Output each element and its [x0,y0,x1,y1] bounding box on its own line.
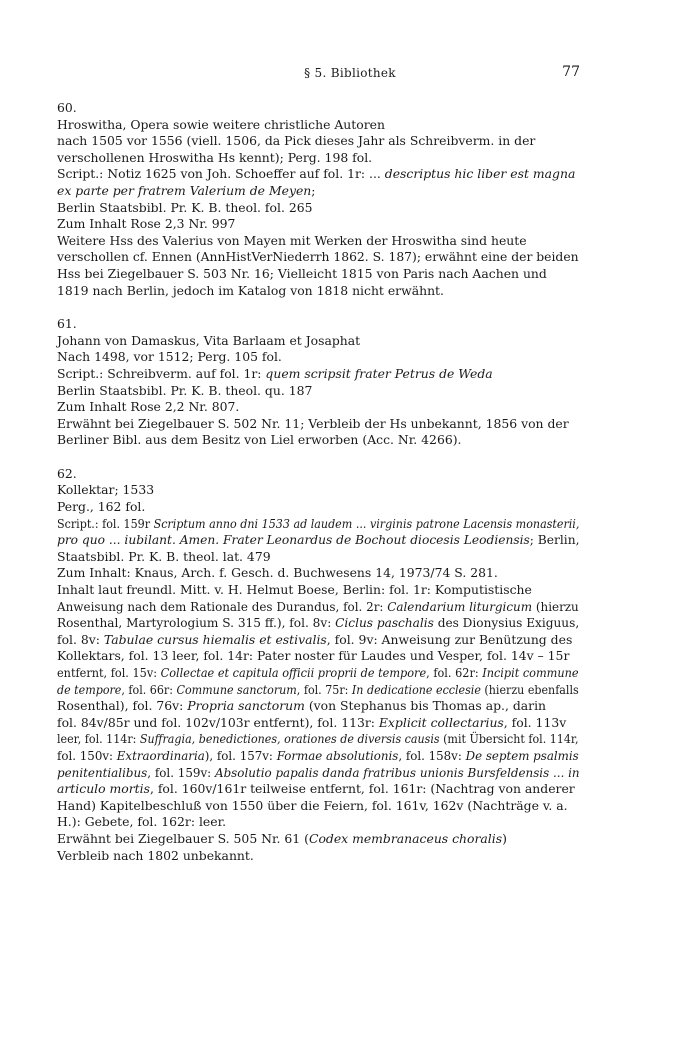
entry-line [57,549,579,566]
italic-text: de tempore [57,681,122,697]
entry-line [57,166,579,183]
entry-line [57,482,579,499]
entry-line [57,150,579,167]
entry-line [57,648,579,665]
text-segment: Zum Inhalt Rose 2,3 Nr. 997 [57,216,236,232]
entry-line [57,731,579,748]
italic-text: quem scripsit frater Petrus de Weda [265,365,493,381]
entry-line [57,366,579,383]
italic-text: Formae absolutionis [276,747,399,763]
text-segment: Script.: Notiz 1625 von Joh. Schoeffer auf fol. 1r: ... [57,166,385,182]
entry-line [57,582,579,599]
text-segment: Staatsbibl. Pr. K. B. theol. lat. 479 [57,548,271,564]
text-segment: Script.: fol. 159r [57,515,154,531]
italic-text: Codex membranaceus choralis [308,830,503,846]
italic-text: pro quo ... iubilant. Amen. Frater Leonardus de Bochout diocesis Leodiensis [57,532,530,548]
text-segment: Erwähnt bei Ziegelbauer S. 502 Nr. 11; Verbleib der Hs unbekannt, 1856 von der [57,415,569,431]
running-header [0,64,700,84]
text-segment: Berliner Bibl. aus dem Besitz von Liel erworben (Acc. Nr. 4266). [57,432,462,448]
text-segment: Kollektars, fol. 13 leer, fol. 14r: Pater noster für Laudes und Vesper, fol. 14v – 15r [57,648,570,664]
entry-line [57,399,579,416]
text-segment: verschollenen Hroswitha Hs kennt); Perg. 198 fol. [57,149,373,165]
italic-text: descriptus hic liber est magna [384,166,576,182]
entry-line [57,848,579,865]
entry-line [57,233,579,250]
text-segment: Perg., 162 fol. [57,499,146,515]
entry-line [57,532,580,549]
text-segment: (hierzu [532,598,579,614]
entry-line [57,499,579,516]
italic-text: Collectae et capitula officii proprii de tempore [160,665,427,680]
catalog-entry [57,466,579,864]
entry-number: 60. [57,100,77,115]
text-segment: Zum Inhalt: Knaus, Arch. f. Gesch. d. Buchwesens 14, 1973/74 S. 281. [57,565,498,581]
text-segment: fol. 8v: [57,631,104,647]
text-segment: ; [311,182,316,198]
text-segment: entfernt, fol. 15v: [57,665,161,680]
entry-line [57,515,580,533]
text-segment: , fol. 113v [503,714,567,730]
entry-line [57,598,579,616]
italic-text: Absolutio papalis danda fratribus unionis Bursfeldensis ... in [214,764,580,780]
text-segment: Berlin Staatsbibl. Pr. K. B. theol. qu. 187 [57,382,313,398]
text-segment: fol. 84v/85r und fol. 102v/103r entfernt), fol. 113r: [57,714,379,730]
entry-line [57,117,579,134]
entry-line [57,283,579,300]
page-number: 77 [562,64,580,80]
italic-text: Scriptum anno dni 1533 ad laudem ... virginis patrone Lacensis monasterii, [153,515,580,531]
entry-line [57,698,579,715]
text-segment: , fol. 9v: Anweisung zur Benützung des [326,631,573,647]
text-segment: , fol. 66r: [121,681,177,697]
text-segment: , fol. 62r: [426,665,483,680]
entry-line [57,764,580,782]
italic-text: Calendarium liturgicum [387,598,533,614]
entry-line [57,333,579,350]
entry-line [57,565,579,582]
text-segment: Kollektar; 1533 [57,482,155,498]
entry-line [57,798,579,815]
text-segment: , fol. 158v: [398,747,466,763]
entry-line [57,216,579,233]
text-segment: Rosenthal, Martyrologium S. 315 ff.), fol. 8v: [57,615,336,631]
entry-number: 62. [57,465,77,481]
catalog-entries [57,100,579,881]
italic-text: Tabulae cursus hiemalis et estivalis [103,631,327,647]
text-segment: ), fol. 157v: [204,747,277,763]
italic-text: Ciclus paschalis [335,615,434,631]
text-segment: (von Stephanus bis Thomas ap., darin [304,698,547,714]
text-segment: H.): Gebete, fol. 162r: leer. [57,814,227,830]
entry-line [57,681,579,699]
entry-line [57,814,579,831]
entry-line [57,133,579,150]
italic-text: Propria sanctorum [187,698,305,714]
italic-text: In dedicatione ecclesie [351,681,481,697]
italic-text: ex parte per fratrem Valerium de Meyen [57,182,312,198]
text-segment: (mit Übersicht fol. 114r, [439,731,579,747]
text-segment: verschollen cf. Ennen (AnnHistVerNiederrh 1862. S. 187); erwähnt eine der beiden [57,249,579,265]
entry-line [57,383,579,400]
text-segment: ) [502,830,507,846]
text-segment: , fol. 75r: [296,681,352,697]
text-segment: Hand) Kapitelbeschluß von 1550 über die Feiern, fol. 161v, 162v (Nachträge v. a. [57,797,568,813]
text-segment: Hroswitha, Opera sowie weitere christliche Autoren [57,116,385,132]
text-segment: Verbleib nach 1802 unbekannt. [57,847,254,863]
italic-text: articulo mortis [57,781,150,797]
text-segment: Weitere Hss des Valerius von Mayen mit Werken der Hroswitha sind heute [57,232,527,248]
entry-line [57,349,579,366]
text-segment: Script.: Schreibverm. auf fol. 1r: [57,365,266,381]
italic-text: De septem psalmis [465,747,579,763]
catalog-entry [57,316,579,449]
entry-line [57,615,580,632]
entry-line [57,747,579,765]
italic-text: Extraordinaria [116,747,205,763]
entry-number: 61. [57,316,77,332]
text-segment: (hierzu ebenfalls [480,681,579,697]
entry-line [57,831,579,848]
text-segment: leer, fol. 114r: [57,731,140,747]
entry-line [57,200,579,217]
entry-line [57,249,577,266]
text-segment: Johann von Damaskus, Vita Barlaam et Josaphat [57,332,361,348]
entry-line [57,416,579,433]
italic-text: Explicit collectarius [378,714,504,730]
text-segment: Inhalt laut freundl. Mitt. v. H. Helmut Boese, Berlin: fol. 1r: Komputistische [57,582,532,598]
text-segment: , fol. 160v/161r teilweise entfernt, fol. 161r: (Nachtrag von anderer [149,781,575,797]
italic-text: Suffragia, benedictiones, orationes de diversis causis [139,731,440,747]
text-segment: Anweisung nach dem Rationale des Durandus, fol. 2r: [57,598,388,614]
entry-line [57,632,579,649]
entry-line [57,266,579,283]
entry-line [57,715,579,732]
entry-line [57,432,579,449]
text-segment: Nach 1498, vor 1512; Perg. 105 fol. [57,349,282,365]
text-segment: Berlin Staatsbibl. Pr. K. B. theol. fol. 265 [57,199,313,215]
text-segment: des Dionysius Exiguus, [433,615,580,631]
italic-text: Incipit commune [482,665,579,680]
italic-text: penitentialibus [57,764,148,780]
text-segment: Erwähnt bei Ziegelbauer S. 505 Nr. 61 ( [57,830,309,846]
text-segment: fol. 150v: [57,747,117,763]
text-segment: , fol. 159v: [147,764,215,780]
text-segment: Zum Inhalt Rose 2,2 Nr. 807. [57,399,240,415]
text-segment: ; Berlin, [529,532,580,548]
entry-line [57,183,579,200]
text-segment: Hss bei Ziegelbauer S. 503 Nr. 16; Vielleicht 1815 von Paris nach Aachen und [57,265,547,281]
section-title: § 5. Bibliothek [304,66,396,80]
text-segment: 1819 nach Berlin, jedoch im Katalog von 1818 nicht erwähnt. [57,282,444,298]
catalog-entry [57,100,579,299]
entry-line [57,665,579,682]
text-segment: nach 1505 vor 1556 (viell. 1506, da Pick dieses Jahr als Schreibverm. in der [57,133,536,149]
text-segment: Rosenthal), fol. 76v: [57,698,188,714]
entry-line [57,781,579,798]
italic-text: Commune sanctorum [176,681,297,697]
